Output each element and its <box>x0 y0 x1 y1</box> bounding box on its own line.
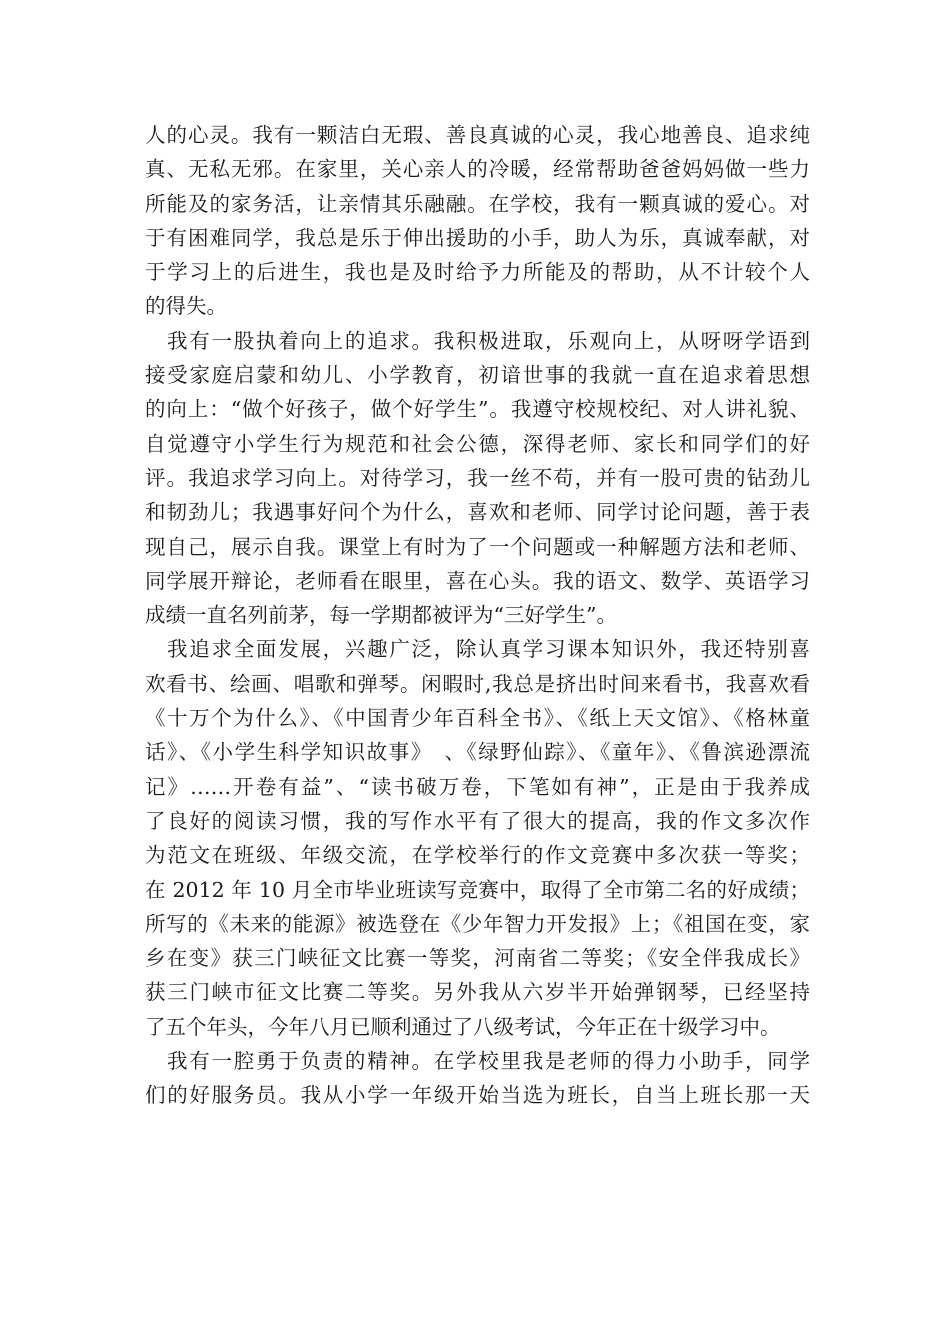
paragraph <box>145 1044 810 1113</box>
text-line: 在 2012 年 10 月全市毕业班读写竞赛中，取得了全市第二名的好成绩； <box>145 877 810 902</box>
document-body <box>145 118 810 1113</box>
paragraph <box>145 632 810 1044</box>
text-line: 接受家庭启蒙和幼儿、小学教育，初谙世事的我就一直在追求着思想 <box>145 363 810 388</box>
text-line: 了良好的阅读习惯，我的写作水平有了很大的提高，我的作文多次作 <box>145 808 810 833</box>
text-line: 的向上：“做个好孩子，做个好学生”。我遵守校规校纪、对人讲礼貌、 <box>145 397 810 422</box>
text-line: 记》……开卷有益”、“读书破万卷，下笔如有神”，正是由于我养成 <box>145 774 810 799</box>
text-line: 真、无私无邪。在家里，关心亲人的冷暖，经常帮助爸爸妈妈做一些力 <box>145 157 810 182</box>
text-line: 我有一腔勇于负责的精神。在学校里我是老师的得力小助手，同学 <box>167 1049 810 1074</box>
text-line: 的得失。 <box>145 294 227 319</box>
text-line: 自觉遵守小学生行为规范和社会公德，深得老师、家长和同学们的好 <box>145 431 810 456</box>
text-line: 获三门峡市征文比赛二等奖。另外我从六岁半开始弹钢琴，已经坚持 <box>145 980 810 1005</box>
text-line: 了五个年头，今年八月已顺利通过了八级考试，今年正在十级学习中。 <box>145 1014 781 1039</box>
text-line: 乡在变》获三门峡征文比赛一等奖，河南省二等奖；《安全伴我成长》 <box>145 946 810 971</box>
text-line: 话》、《小学生科学知识故事》 、《绿野仙踪》、《童年》、《鲁滨逊漂流 <box>145 740 810 765</box>
text-line: 成绩一直名列前茅，每一学期都被评为“三好学生”。 <box>145 603 617 628</box>
paragraph <box>145 118 810 324</box>
text-line: 同学展开辩论，老师看在眼里，喜在心头。我的语文、数学、英语学习 <box>145 568 810 593</box>
text-line: 欢看书、绘画、唱歌和弹琴。闲暇时,我总是挤出时间来看书，我喜欢看 <box>145 671 810 696</box>
text-line: 我有一股执着向上的追求。我积极进取，乐观向上，从呀呀学语到 <box>167 328 810 353</box>
text-line: 为范文在班级、年级交流，在学校举行的作文竞赛中多次获一等奖； <box>145 843 810 868</box>
text-line: 评。我追求学习向上。对待学习，我一丝不苟，并有一股可贵的钻劲儿 <box>145 465 810 490</box>
text-line: 现自己，展示自我。课堂上有时为了一个问题或一种解题方法和老师、 <box>145 534 810 559</box>
text-line: 于学习上的后进生，我也是及时给予力所能及的帮助，从不计较个人 <box>145 260 810 285</box>
paragraph <box>145 324 810 633</box>
text-line: 于有困难同学，我总是乐于伸出援助的小手，助人为乐，真诚奉献，对 <box>145 225 810 250</box>
text-line: 所能及的家务活，让亲情其乐融融。在学校，我有一颗真诚的爱心。对 <box>145 191 810 216</box>
text-line: 所写的《未来的能源》被选登在《少年智力开发报》上；《祖国在变，家 <box>145 911 810 936</box>
text-line: 们的好服务员。我从小学一年级开始当选为班长，自当上班长那一天 <box>145 1083 810 1108</box>
text-line: 我追求全面发展，兴趣广泛，除认真学习课本知识外，我还特别喜 <box>167 637 810 662</box>
text-line: 和韧劲儿；我遇事好问个为什么，喜欢和老师、同学讨论问题，善于表 <box>145 500 810 525</box>
text-line: 人的心灵。我有一颗洁白无瑕、善良真诚的心灵，我心地善良、追求纯 <box>145 123 810 147</box>
text-line: 《十万个为什么》、《中国青少年百科全书》、《纸上天文馆》、《格林童 <box>145 706 810 731</box>
